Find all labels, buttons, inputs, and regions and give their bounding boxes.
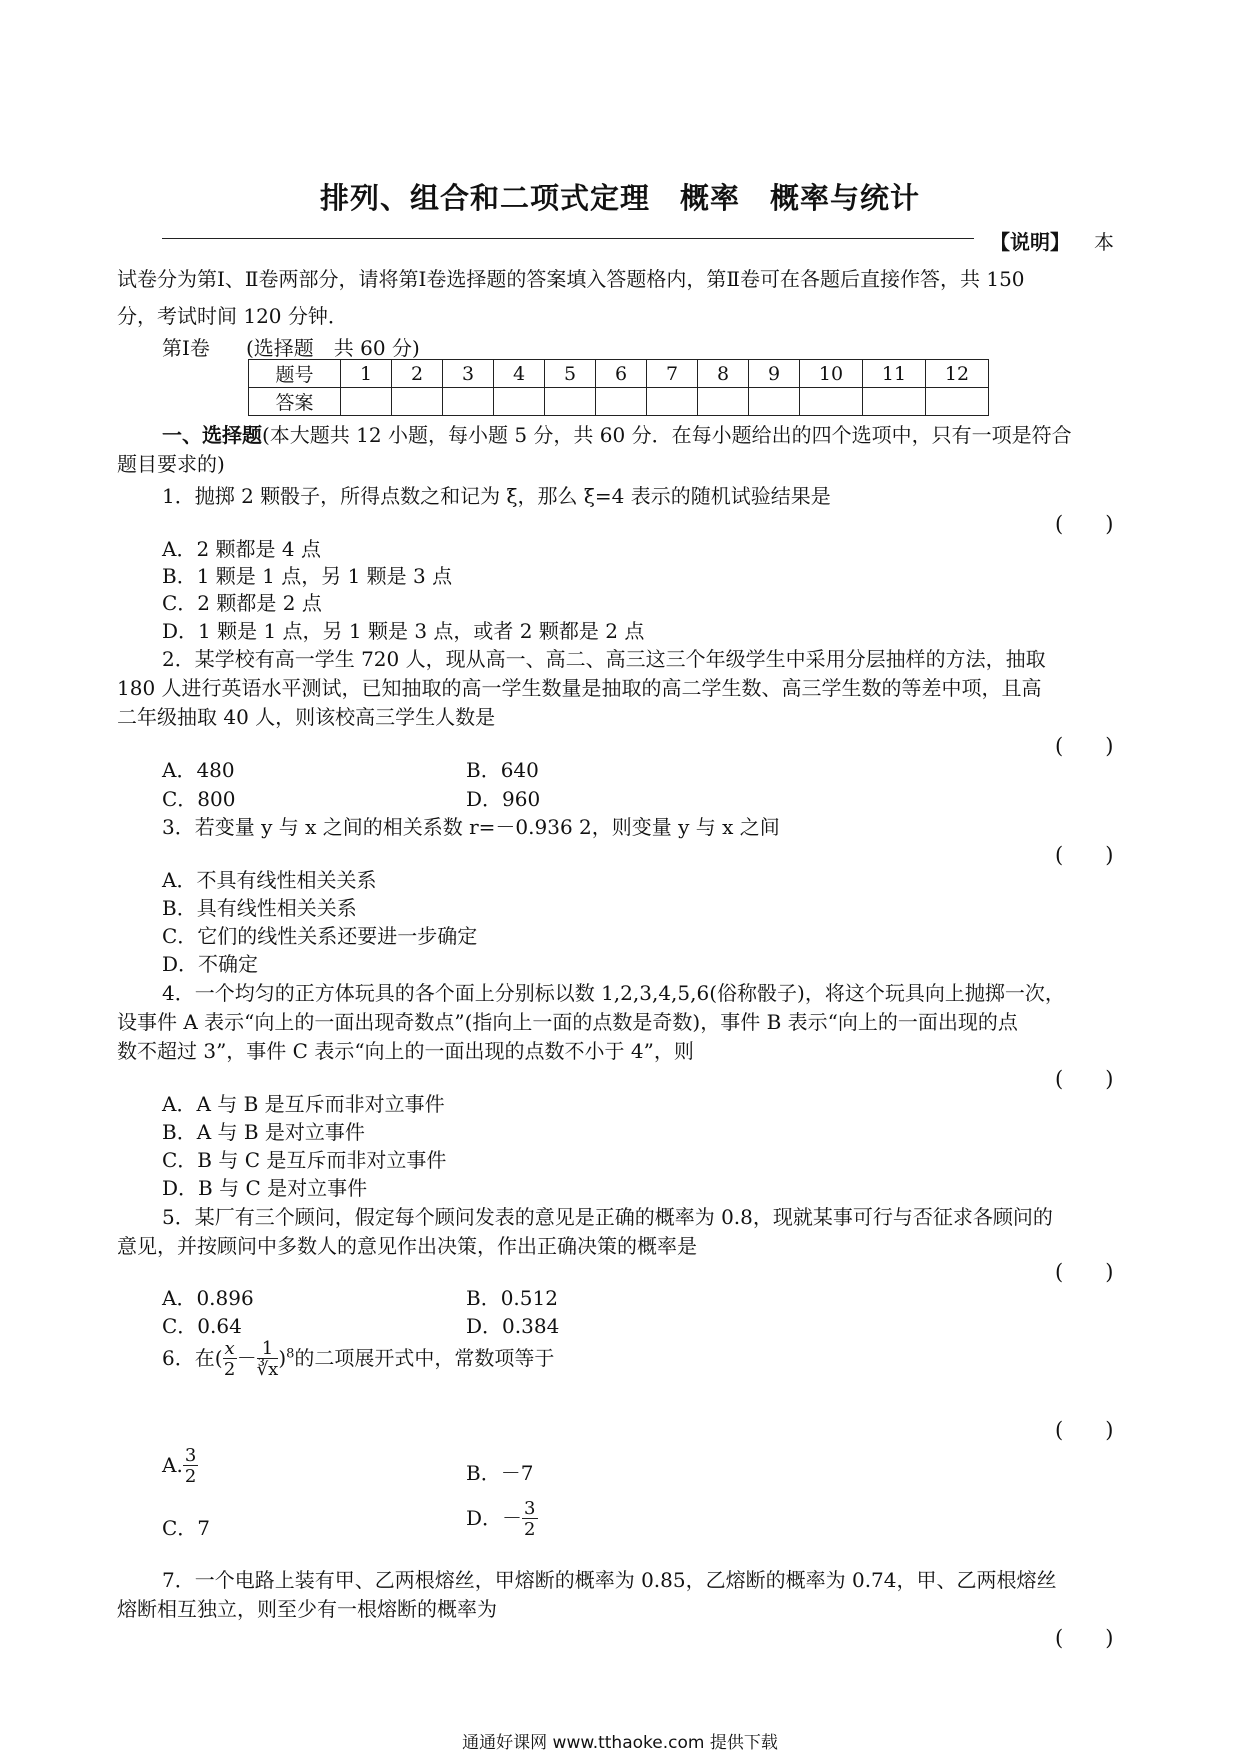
- part1-label: 第Ⅰ卷: [162, 336, 210, 360]
- q6-option-c: C．7: [162, 1516, 211, 1540]
- table-number-cell: 6: [596, 360, 647, 388]
- page-title: 排列、组合和二项式定理 概率 概率与统计: [319, 181, 920, 215]
- q6-option-d-fraction: [522, 1500, 537, 1539]
- table-number-cell: 7: [647, 360, 698, 388]
- q6-answer-paren[interactable]: ( ): [1055, 1418, 1114, 1442]
- q2-option-a: A．480: [162, 758, 235, 782]
- q3-option-a: A．不具有线性相关关系: [162, 868, 377, 892]
- q1-option-c: C．2 颗都是 2 点: [162, 591, 322, 615]
- q7-line-1: 7．一个电路上装有甲、乙两根熔丝，甲熔断的概率为 0.85，乙熔断的概率为 0.74，甲、乙两根熔丝: [162, 1568, 1057, 1592]
- q4-line-1: 4．一个均匀的正方体玩具的各个面上分别标以数 1,2,3,4,5,6(俗称骰子)，将这个玩具向上抛掷一次，: [162, 981, 1065, 1005]
- q5-answer-paren[interactable]: ( ): [1055, 1260, 1114, 1284]
- q6-close: ): [278, 1346, 287, 1370]
- q6-stem: [162, 1340, 554, 1379]
- q5-line-2: 意见，并按顾问中多数人的意见作出决策，作出正确决策的概率是: [117, 1234, 697, 1258]
- table-number-cell: 4: [494, 360, 545, 388]
- q7-answer-paren[interactable]: ( ): [1055, 1626, 1114, 1650]
- answer-cell[interactable]: [647, 388, 698, 416]
- answer-table-number-row: [249, 360, 989, 388]
- q4-line-2: 设事件 A 表示“向上的一面出现奇数点”(指向上一面的点数是奇数)，事件 B 表示“向上的一面出现的点: [117, 1010, 1018, 1034]
- q6-option-a-fraction: [183, 1447, 198, 1486]
- q6-power: 8: [286, 1346, 295, 1362]
- q3-answer-paren[interactable]: ( ): [1055, 843, 1114, 867]
- section-heading: 一、选择题: [162, 423, 262, 447]
- table-number-cell: 3: [443, 360, 494, 388]
- q4-answer-paren[interactable]: ( ): [1055, 1067, 1114, 1091]
- q2-line-2: 180 人进行英语水平测试，已知抽取的高一学生数量是抽取的高二学生数、高三学生数的等差中项，且高: [117, 676, 1042, 700]
- answer-cell[interactable]: [596, 388, 647, 416]
- q6-fraction-1-over-cuberoot-x: [257, 1340, 279, 1379]
- answer-cell[interactable]: [341, 388, 392, 416]
- note-first-word: 本: [1094, 230, 1114, 254]
- q2-line-1: 2．某学校有高一学生 720 人，现从高一、高二、高三这三个年级学生中采用分层抽样的方法，抽取: [162, 647, 1046, 671]
- table-number-cell: 5: [545, 360, 596, 388]
- q1-answer-paren[interactable]: ( ): [1055, 512, 1114, 536]
- table-number-cell: 10: [800, 360, 863, 388]
- title-rule: [162, 238, 974, 239]
- q3-option-d: D．不确定: [162, 952, 259, 976]
- q6-suffix: 的二项展开式中，常数项等于: [294, 1346, 555, 1370]
- q1-stem: 1．抛掷 2 颗骰子，所得点数之和记为 ξ，那么 ξ=4 表示的随机试验结果是: [162, 484, 831, 508]
- section-instructions: (本大题共 12 小题，每小题 5 分，共 60 分．在每小题给出的四个选项中，只有一项是符合: [262, 423, 1072, 447]
- q5-option-a: A．0.896: [162, 1286, 254, 1310]
- table-header-answer: 答案: [249, 388, 341, 416]
- note-line-3: 分，考试时间 120 分钟．: [117, 304, 348, 328]
- q6-a-den: 2: [184, 1466, 197, 1487]
- answer-cell[interactable]: [698, 388, 749, 416]
- answer-cell[interactable]: [545, 388, 596, 416]
- answer-table-answer-row: [249, 388, 989, 416]
- q4-option-d: D．B 与 C 是对立事件: [162, 1176, 368, 1200]
- q6-d-num: 3: [524, 1498, 536, 1519]
- table-number-cell: 9: [749, 360, 800, 388]
- part1-desc: (选择题 共 60 分): [246, 336, 420, 360]
- table-number-cell: 2: [392, 360, 443, 388]
- answer-cell[interactable]: [800, 388, 863, 416]
- q2-option-c: C．800: [162, 787, 236, 811]
- note-line-2: 试卷分为第Ⅰ、Ⅱ卷两部分，请将第Ⅰ卷选择题的答案填入答题格内，第Ⅱ卷可在各题后直接作答，共 150: [117, 267, 1025, 291]
- q1-option-b: B．1 颗是 1 点，另 1 颗是 3 点: [162, 564, 453, 588]
- q6-option-a: [162, 1447, 198, 1486]
- answer-table: [248, 359, 989, 416]
- q5-option-b: B．0.512: [466, 1286, 558, 1310]
- q2-answer-paren[interactable]: ( ): [1055, 734, 1114, 758]
- q6-frac1-num: x: [224, 1338, 235, 1359]
- q5-option-d: D．0.384: [466, 1314, 560, 1338]
- q2-option-d: D．960: [466, 787, 541, 811]
- q2-line-3: 二年级抽取 40 人，则该校高三学生人数是: [117, 705, 496, 729]
- q1-option-d: D．1 颗是 1 点，另 1 颗是 3 点，或者 2 颗都是 2 点: [162, 619, 645, 643]
- answer-cell[interactable]: [392, 388, 443, 416]
- table-number-cell: 1: [341, 360, 392, 388]
- q6-frac1-den: 2: [223, 1359, 236, 1380]
- q2-option-b: B．640: [466, 758, 539, 782]
- q4-option-b: B．A 与 B 是对立事件: [162, 1120, 365, 1144]
- table-number-cell: 12: [926, 360, 989, 388]
- table-number-cell: 11: [863, 360, 926, 388]
- answer-cell[interactable]: [749, 388, 800, 416]
- q3-option-b: B．具有线性相关关系: [162, 896, 357, 920]
- footer-text: 通通好课网 www.tthaoke.com 提供下载: [462, 1733, 778, 1753]
- q4-option-a: A．A 与 B 是互斥而非对立事件: [162, 1092, 445, 1116]
- table-number-cell: 8: [698, 360, 749, 388]
- q6-d-den: 2: [524, 1519, 536, 1540]
- answer-cell[interactable]: [863, 388, 926, 416]
- q5-option-c: C．0.64: [162, 1314, 242, 1338]
- q6-fraction-x-over-2: [223, 1340, 237, 1379]
- q4-option-c: C．B 与 C 是互斥而非对立事件: [162, 1148, 447, 1172]
- note-label: 【说明】: [990, 230, 1070, 254]
- answer-cell[interactable]: [926, 388, 989, 416]
- q5-line-1: 5．某厂有三个顾问，假定每个顾问发表的意见是正确的概率为 0.8，现就某事可行与否征求各顾问的: [162, 1205, 1053, 1229]
- q7-line-2: 熔断相互独立，则至少有一根熔断的概率为: [117, 1597, 497, 1621]
- answer-cell[interactable]: [443, 388, 494, 416]
- q4-line-3: 数不超过 3”，事件 C 表示“向上的一面出现的点数不小于 4”，则: [117, 1039, 694, 1063]
- q6-frac2-den: ∛x: [256, 1359, 279, 1380]
- section-heading-line: [162, 419, 1072, 448]
- q6-option-d: [466, 1500, 538, 1539]
- q6-minus: －: [236, 1346, 257, 1370]
- section-instructions-cont: 题目要求的): [117, 452, 225, 476]
- q6-prefix: 6．在(: [162, 1346, 223, 1370]
- q6-a-num: 3: [184, 1445, 197, 1466]
- q6-option-d-label: D．－: [466, 1506, 523, 1530]
- q6-option-a-label: A.: [162, 1453, 183, 1477]
- q3-stem: 3．若变量 y 与 x 之间的相关系数 r=－0.936 2，则变量 y 与 x 之间: [162, 815, 780, 839]
- answer-cell[interactable]: [494, 388, 545, 416]
- q3-option-c: C．它们的线性关系还要进一步确定: [162, 924, 478, 948]
- q6-frac2-num: 1: [257, 1340, 279, 1359]
- q6-option-b: B．－7: [466, 1461, 534, 1485]
- table-header-number: 题号: [249, 360, 341, 388]
- q1-option-a: A．2 颗都是 4 点: [162, 537, 321, 561]
